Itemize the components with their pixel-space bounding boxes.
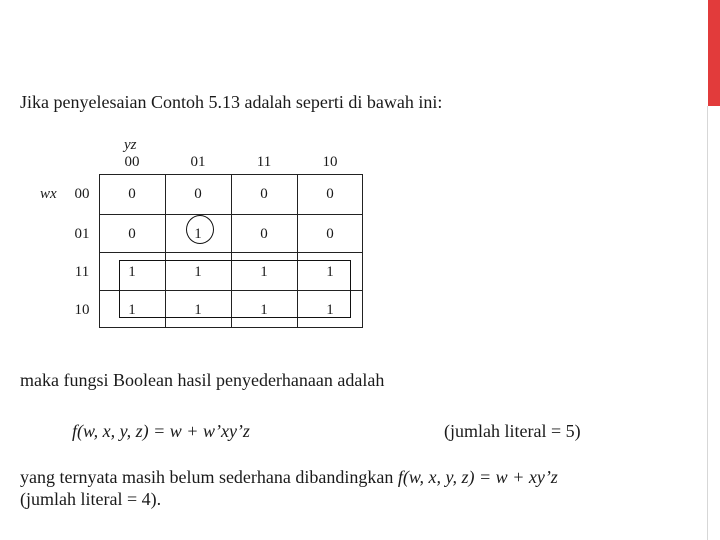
simplified-formula: f(w, x, y, z) = w + w’xy’z [72, 421, 250, 441]
better-formula: f(w, x, y, z) = w + xy’z [397, 467, 558, 487]
accent-bar [708, 0, 720, 106]
kmap-cell: 0 [326, 186, 334, 202]
column-header: 00 [124, 154, 140, 170]
column-variable-label: yz [124, 137, 137, 153]
kmap-cell: 0 [194, 186, 202, 202]
column-header: 11 [256, 154, 272, 170]
column-header: 10 [322, 154, 338, 170]
kmap-cell: 0 [128, 226, 136, 242]
kmap-cell: 1 [194, 264, 202, 280]
kmap-cell: 0 [326, 226, 334, 242]
column-header: 01 [190, 154, 206, 170]
karnaugh-map [40, 136, 370, 336]
w-group-rectangle [119, 260, 351, 318]
conclusion-text: yang ternyata masih belum sederhana dibandingkan [20, 467, 398, 487]
slide-right-border [707, 106, 708, 540]
kmap-cell: 1 [260, 302, 268, 318]
conclusion-line-2: (jumlah literal = 4). [20, 489, 162, 509]
kmap-cell: 0 [260, 186, 268, 202]
kmap-cell: 0 [128, 186, 136, 202]
kmap-cell: 1 [326, 264, 334, 280]
conclusion-line-1 [20, 467, 558, 488]
single-minterm-group-circle [186, 215, 214, 244]
row-header: 00 [74, 186, 90, 202]
kmap-cell: 1 [128, 302, 136, 318]
intro-text: Jika penyelesaian Contoh 5.13 adalah seperti di bawah ini: [20, 92, 443, 112]
kmap-cell: 1 [194, 302, 202, 318]
kmap-cell: 1 [260, 264, 268, 280]
row-header: 11 [74, 264, 90, 280]
row-variable-label: wx [40, 186, 57, 202]
result-text: maka fungsi Boolean hasil penyederhanaan adalah [20, 370, 385, 390]
row-header: 01 [74, 226, 90, 242]
kmap-cell: 1 [128, 264, 136, 280]
kmap-cell: 0 [260, 226, 268, 242]
literal-count-note: (jumlah literal = 5) [444, 421, 581, 441]
row-header: 10 [74, 302, 90, 318]
kmap-cell: 1 [326, 302, 334, 318]
kmap-cell: 1 [194, 226, 202, 242]
